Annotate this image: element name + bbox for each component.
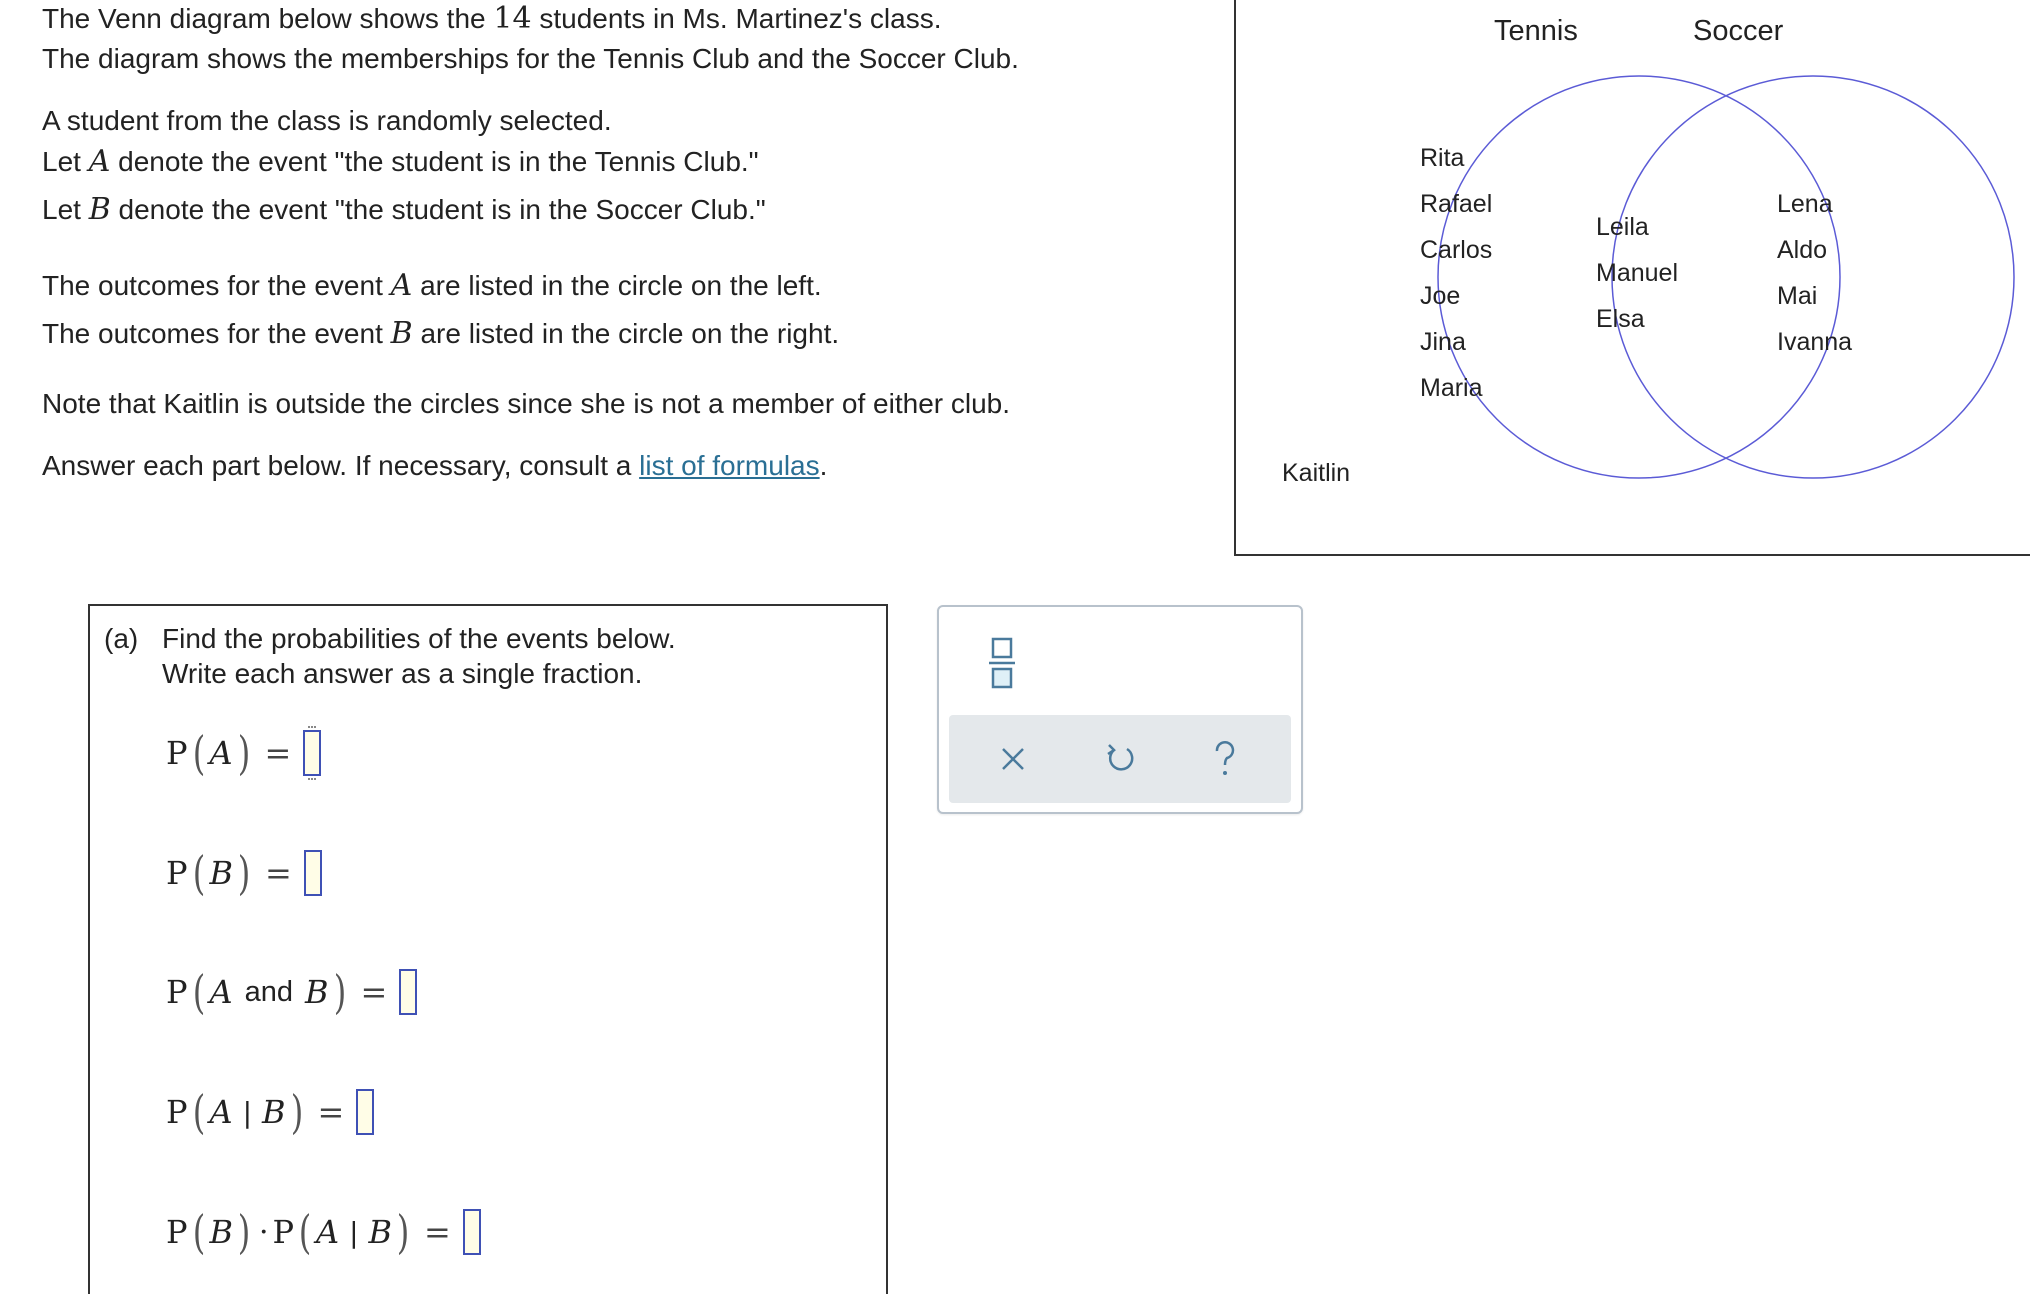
part-label: (a) <box>104 623 139 654</box>
and-word: and <box>244 975 293 1008</box>
intro-text: The diagram shows the memberships for the Tennis Club and the Soccer Club. <box>42 43 1019 74</box>
soccer-only-member: Aldo <box>1777 236 1828 264</box>
venn-diagram <box>1234 0 2030 556</box>
prob-symbol: P <box>166 1093 188 1131</box>
answer-p-b-input[interactable] <box>304 850 322 896</box>
equals-sign: = <box>264 734 292 772</box>
equals-sign: = <box>264 854 292 892</box>
intro-line-1 <box>42 2 942 36</box>
tennis-only-member: Maria <box>1420 374 1483 402</box>
var-a: A <box>209 1093 233 1131</box>
intro-text: Let <box>42 146 89 177</box>
var-a: A <box>315 1213 340 1251</box>
var-a: A <box>209 973 233 1011</box>
intro-text: denote the event "the student is in the Soccer Club." <box>110 194 766 225</box>
answer-p-a-input[interactable] <box>303 730 321 776</box>
intro-text: Note that Kaitlin is outside the circles since she is not a member of either club. <box>42 388 1011 419</box>
intro-text: The Venn diagram below shows the <box>42 3 494 34</box>
tennis-only-member: Carlos <box>1420 236 1493 264</box>
prob-symbol: P <box>272 1213 295 1251</box>
paren: ( <box>298 1205 312 1259</box>
equation-p-a-given-b <box>166 1082 374 1142</box>
help-icon <box>1207 739 1243 779</box>
var-b: B <box>209 1213 233 1251</box>
equals-sign: = <box>360 973 388 1011</box>
intro-text: students in Ms. Martinez's class. <box>531 3 942 34</box>
intro-line-4 <box>42 145 759 179</box>
tennis-only-member: Rita <box>1420 144 1465 172</box>
prob-symbol: P <box>166 973 188 1011</box>
event-variable-a: A <box>390 268 413 303</box>
var-b: B <box>304 973 329 1011</box>
close-icon <box>997 743 1029 775</box>
help-button[interactable] <box>1199 733 1251 785</box>
intro-text: are listed in the circle on the right. <box>412 318 840 349</box>
intro-line-7 <box>42 317 839 351</box>
intro-text: Let <box>42 194 89 225</box>
intro-text: are listed in the circle on the left. <box>412 270 822 301</box>
both-clubs-member: Manuel <box>1596 259 1678 287</box>
intro-text: A student from the class is randomly selected. <box>42 105 612 136</box>
paren: ) <box>290 1085 303 1139</box>
prob-symbol: P <box>166 1213 188 1251</box>
paren: ) <box>396 1205 410 1259</box>
equation-p-b <box>166 843 322 903</box>
undo-button[interactable] <box>1095 733 1147 785</box>
soccer-only-member: Mai <box>1777 282 1818 310</box>
paren: ) <box>237 726 250 780</box>
var-b: B <box>262 1093 286 1131</box>
intro-line-5 <box>42 193 766 227</box>
answer-p-b-times-p-a-given-b-input[interactable] <box>463 1209 481 1255</box>
both-clubs-member: Elsa <box>1596 305 1645 333</box>
undo-icon <box>1103 741 1139 777</box>
prob-symbol: P <box>166 734 188 772</box>
intro-line-9 <box>42 449 827 483</box>
fraction-button[interactable] <box>987 635 1017 691</box>
intro-line-6 <box>42 269 822 303</box>
paren: ) <box>237 846 251 900</box>
toolbar-actions <box>949 715 1291 803</box>
prob-symbol: P <box>166 854 188 892</box>
paren: ( <box>192 726 205 780</box>
tennis-title: Tennis <box>1494 15 1578 47</box>
both-clubs-member: Leila <box>1596 213 1649 241</box>
formulas-link[interactable]: list of formulas <box>639 450 820 481</box>
intro-line-8 <box>42 387 1010 421</box>
paren: ( <box>192 1085 205 1139</box>
soccer-title: Soccer <box>1693 15 1784 47</box>
equals-sign: = <box>317 1093 345 1131</box>
paren: ) <box>333 965 346 1019</box>
intro-text: The outcomes for the event <box>42 318 391 349</box>
outside-member: Kaitlin <box>1282 459 1351 487</box>
intro-text: Answer each part below. If necessary, consult a <box>42 450 640 481</box>
paren: ) <box>237 1205 251 1259</box>
var-b: B <box>209 854 233 892</box>
tennis-only-member: Jina <box>1420 328 1466 356</box>
event-variable-b: B <box>390 316 413 351</box>
event-variable-b: B <box>88 192 111 227</box>
equation-p-a-and-b <box>166 962 417 1022</box>
paren: ( <box>192 965 205 1019</box>
answer-p-a-and-b-input[interactable] <box>399 969 417 1015</box>
given-bar: | <box>349 1215 359 1249</box>
intro-text: The outcomes for the event <box>42 270 391 301</box>
multiply-dot: · <box>258 1214 269 1250</box>
intro-line-2 <box>42 42 1019 76</box>
clear-button[interactable] <box>987 733 1039 785</box>
tennis-only-member: Joe <box>1420 282 1461 310</box>
equation-p-b-times-p-a-given-b <box>166 1202 481 1262</box>
math-toolbar <box>937 605 1303 814</box>
question-part-a <box>88 604 888 1294</box>
equals-sign: = <box>424 1213 451 1251</box>
soccer-only-member: Ivanna <box>1777 328 1853 356</box>
var-a: A <box>209 734 233 772</box>
given-bar: | <box>242 1095 253 1129</box>
intro-text: denote the event "the student is in the Tennis Club." <box>110 146 759 177</box>
tennis-only-member: Rafael <box>1420 190 1493 218</box>
answer-p-a-given-b-input[interactable] <box>356 1089 374 1135</box>
instruction-line-1: Find the probabilities of the events below. <box>162 623 676 654</box>
paren: ( <box>192 846 205 900</box>
intro-line-3 <box>42 104 612 138</box>
event-variable-a: A <box>88 144 111 179</box>
equation-p-a <box>166 723 321 783</box>
student-count: 14 <box>493 1 532 36</box>
paren: ( <box>192 1205 205 1259</box>
intro-text: . <box>819 450 828 481</box>
var-b: B <box>368 1213 393 1251</box>
soccer-only-member: Lena <box>1777 190 1833 218</box>
instruction-line-2: Write each answer as a single fraction. <box>162 658 643 689</box>
fraction-icon <box>987 635 1017 691</box>
